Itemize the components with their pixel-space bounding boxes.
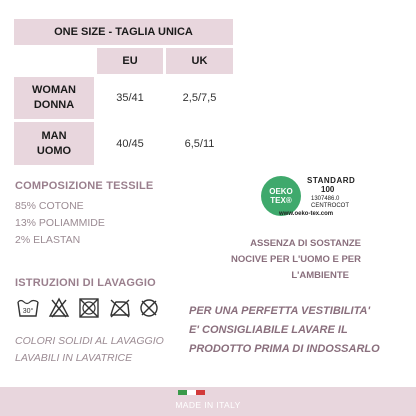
no-dry-clean-icon: [138, 297, 160, 319]
composition-title: COMPOSIZIONE TESSILE: [15, 180, 154, 192]
size-row-label-it: UOMO: [36, 144, 72, 157]
oeko-number: 100: [321, 185, 335, 194]
size-row-label-en: MAN: [41, 129, 67, 142]
composition-item: 13% POLIAMMIDE: [15, 217, 105, 229]
size-row-man-label: [14, 122, 94, 165]
size-row-label-en: WOMAN: [32, 84, 76, 96]
flag-stripe-red: [196, 390, 205, 395]
size-table-corner: [14, 48, 94, 74]
no-tumble-dry-icon: [78, 297, 100, 319]
wash-30-icon: [16, 297, 40, 319]
size-table-header-eu: EU: [97, 48, 163, 74]
composition-list: [15, 198, 105, 249]
oeko-standard: STANDARD: [307, 176, 356, 185]
size-row-label-it: DONNA: [33, 99, 75, 111]
italian-flag-icon: [178, 390, 205, 395]
size-row-man-eu: 40/45: [97, 122, 163, 165]
oeko-tex-label: [259, 174, 367, 218]
washing-note: COLORI SOLIDI AL LAVAGGIO LAVABILI IN LAVATRICE: [15, 335, 164, 364]
size-table-title: ONE SIZE - TAGLIA UNICA: [14, 19, 233, 45]
flag-stripe-white: [187, 390, 196, 395]
oeko-code: 1307486.0: [311, 196, 340, 202]
size-row-man-uk: 6,5/11: [166, 122, 233, 165]
no-iron-icon: [108, 297, 132, 319]
size-row-woman-eu: 35/41: [97, 77, 163, 119]
oeko-tex-logo: OEKO TEX®: [261, 176, 301, 216]
substances-note: ASSENZA DI SOSTANZE NOCIVE PER L'UOMO E PER L'AMBIENTE: [231, 238, 361, 281]
composition-item: 85% COTONE: [15, 200, 84, 212]
care-icons: [16, 297, 156, 321]
svg-text:30°: 30°: [22, 308, 34, 315]
size-row-woman-uk: 2,5/7,5: [166, 77, 233, 119]
composition-item: 2% ELASTAN: [15, 234, 81, 246]
size-row-woman-label: [14, 77, 94, 119]
washing-title: ISTRUZIONI DI LAVAGGIO: [15, 277, 156, 289]
oeko-institute: CENTROCOT: [311, 203, 349, 209]
size-table: [14, 19, 233, 165]
no-bleach-icon: [48, 297, 70, 319]
fit-note: PER UNA PERFETTA VESTIBILITA' E' CONSIGLIABILE LAVARE IL PRODOTTO PRIMA DI INDOSSARLO: [189, 305, 380, 355]
flag-stripe-green: [178, 390, 187, 395]
made-in-italy: MADE IN ITALY: [175, 400, 241, 410]
oeko-website: www.oeko-tex.com: [279, 211, 334, 217]
size-table-header-uk: UK: [166, 48, 233, 74]
